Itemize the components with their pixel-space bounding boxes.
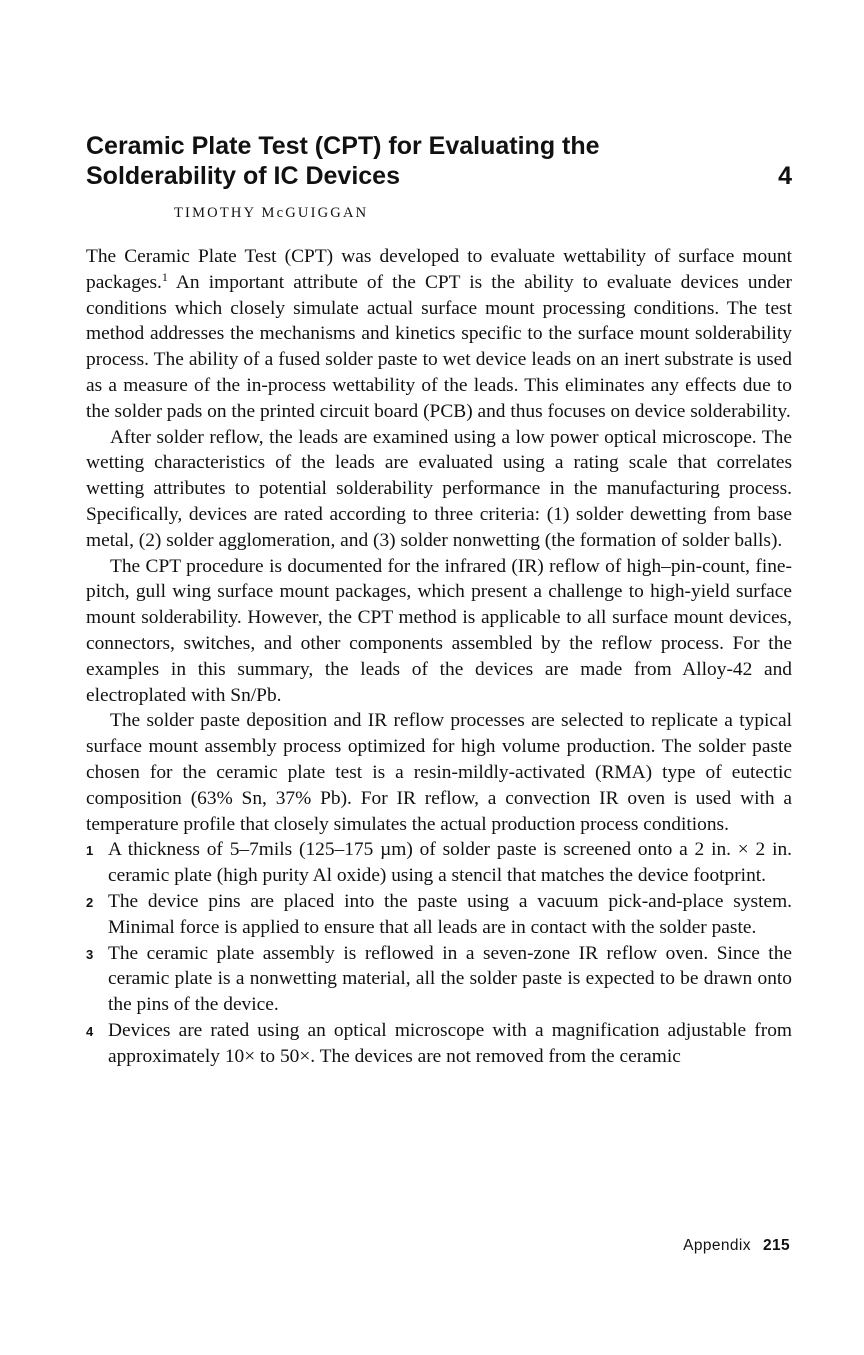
procedure-list — [86, 837, 792, 1069]
list-item — [86, 889, 792, 941]
chapter-title — [86, 131, 792, 191]
page-number: 215 — [762, 1237, 790, 1254]
chapter-title-line: Solderability of IC Devices — [86, 162, 400, 190]
paragraph: After solder reflow, the leads are examined using a low power optical microscope. The wetting characteristics of the leads are evaluated using a rating scale that correlates wetting attributes to potential solderability performance in the manufacturing process. Specifically, devices are rated according to three criteria: (1) solder dewetting from base metal, (2) solder agglomeration, and (3) solder nonwetting (the formation of solder balls). — [86, 426, 792, 551]
list-number: 3 — [86, 946, 94, 962]
paragraph: The solder paste deposition and IR reflow processes are selected to replicate a typical surface mount assembly process optimized for high volume production. The solder paste chosen for the ceramic plate test is a resin-mildly-activated (RMA) type of eutectic composition (63% Sn, 37% Pb). For IR reflow, a convection IR oven is used with a temperature profile that closely simulates the actual production process conditions. — [86, 710, 792, 835]
list-number: 2 — [86, 894, 94, 910]
list-number: 1 — [86, 843, 94, 859]
footer-label: Appendix — [683, 1237, 751, 1254]
footnote-marker: 1 — [161, 269, 168, 284]
chapter-title-line: Ceramic Plate Test (CPT) for Evaluating the — [86, 132, 600, 160]
page-footer — [683, 1237, 790, 1255]
list-item-text: Devices are rated using an optical microscope with a magnification adjustable from approximately 10× to 50×. The devices are not removed from the ceramic — [108, 1019, 792, 1067]
chapter-heading — [86, 131, 792, 191]
list-number: 4 — [86, 1023, 94, 1039]
paragraph: The CPT procedure is documented for the infrared (IR) reflow of high–pin-count, fine-pitch, gull wing surface mount packages, which present a challenge to high-yield surface mount solderability. However, the CPT method is applicable to all surface mount devices, connectors, switches, and other components assembled by the reflow process. For the examples in this summary, the leads of the devices are made from Alloy-42 and electroplated with Sn/Pb. — [86, 555, 792, 706]
list-item — [86, 1018, 792, 1070]
list-item — [86, 941, 792, 1018]
chapter-number: 4 — [778, 162, 792, 190]
list-item-text: The ceramic plate assembly is reflowed in a seven-zone IR reflow oven. Since the ceramic plate is a nonwetting material, all the solder paste is expected to be drawn onto the pins of the device. — [108, 942, 792, 1016]
paragraph-text: The Ceramic Plate Test (CPT) was developed to evaluate wettability of surface mount packages. — [86, 246, 792, 293]
list-item-text: A thickness of 5–7mils (125–175 µm) of solder paste is screened onto a 2 in. × 2 in. ceramic plate (high purity Al oxide) using a stencil that matches the device footprint. — [108, 839, 792, 887]
list-item — [86, 837, 792, 889]
paragraph-text: An important attribute of the CPT is the ability to evaluate devices under conditions which closely simulate actual surface mount processing conditions. The test method addresses the mechanisms and kinetics specific to the surface mount solderability process. The ability of a fused solder paste to wet device leads on an inert substrate is used as a measure of the in-process wettability of the leads. This eliminates any effects due to the solder pads on the printed circuit board (PCB) and thus focuses on device solderability. — [86, 271, 792, 422]
paragraph — [86, 244, 792, 425]
list-item-text: The device pins are placed into the paste using a vacuum pick-and-place system. Minimal force is applied to ensure that all leads are in contact with the solder paste. — [108, 890, 792, 938]
author-name: TIMOTHY McGUIGGAN — [174, 205, 369, 221]
body-text — [86, 244, 792, 1070]
